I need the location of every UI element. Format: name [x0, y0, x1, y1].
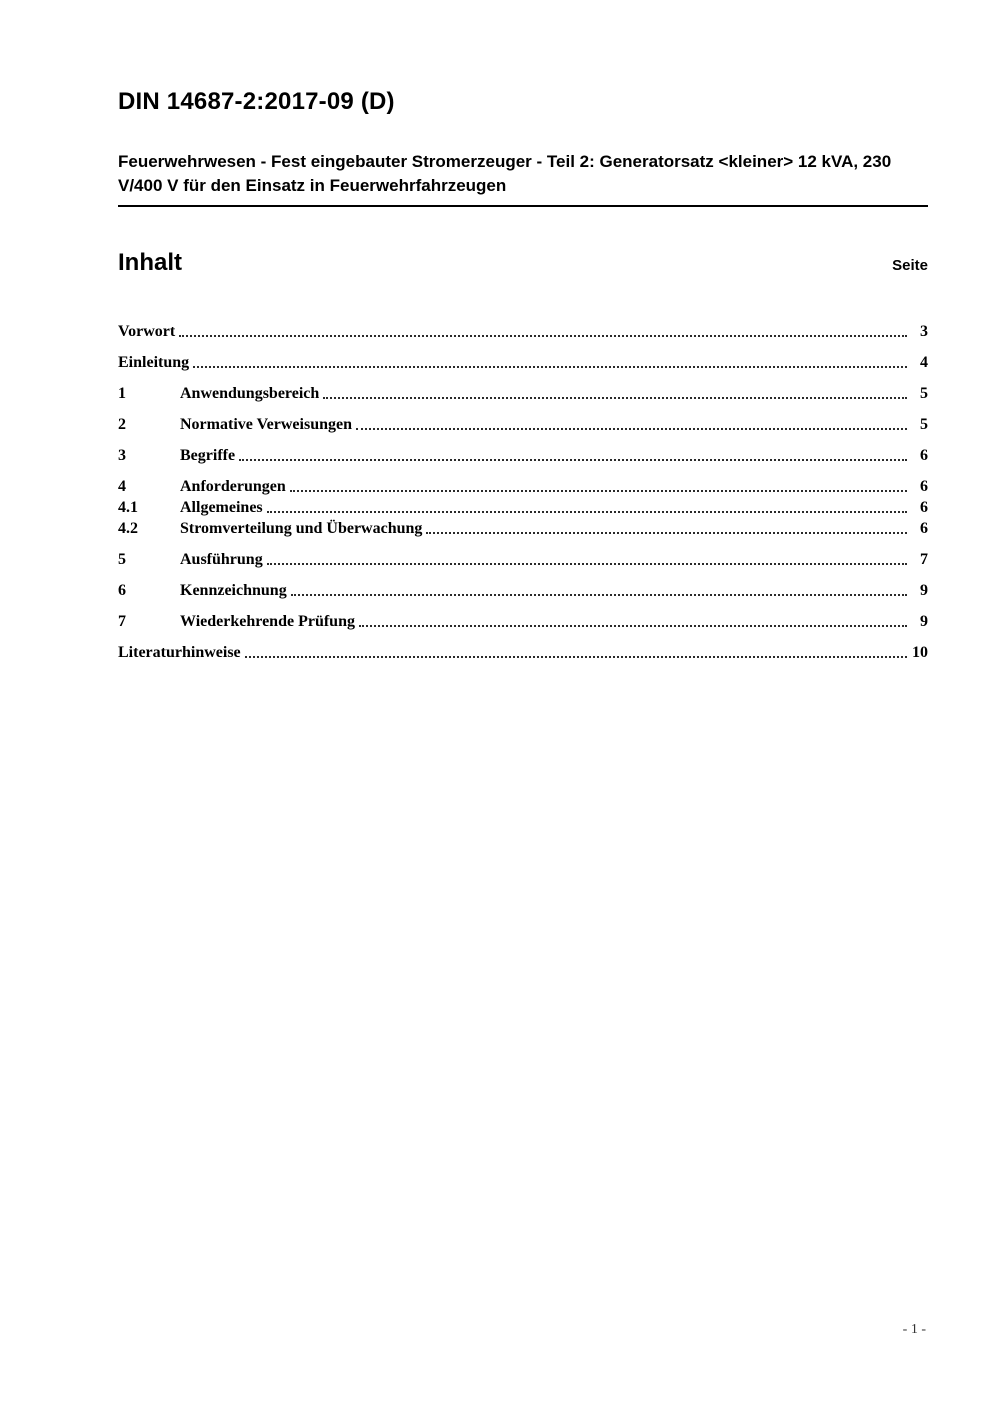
toc-dotted-leader [291, 594, 907, 596]
toc-dotted-leader [426, 532, 907, 534]
toc-entry-label: Kennzeichnung [180, 582, 287, 599]
toc-list [118, 321, 928, 663]
toc-entry[interactable] [118, 549, 928, 570]
toc-entry-page: 5 [920, 385, 928, 402]
toc-entry-number: 2 [118, 416, 126, 433]
toc-entry[interactable] [118, 642, 928, 663]
toc-dotted-leader [290, 490, 907, 492]
toc-entry-label: Anforderungen [180, 478, 286, 495]
toc-entry[interactable] [118, 383, 928, 404]
toc-entry-page: 10 [912, 644, 928, 661]
toc-dotted-leader [193, 366, 907, 368]
toc-entry-page: 7 [920, 551, 928, 568]
toc-entry-label: Stromverteilung und Überwachung [180, 520, 423, 537]
toc-entry[interactable] [118, 518, 928, 539]
toc-entry[interactable] [118, 414, 928, 435]
toc-entry-number: 7 [118, 613, 126, 630]
toc-dotted-leader [267, 511, 907, 513]
toc-entry-label: Allgemeines [180, 499, 263, 516]
toc-entry-label: Einleitung [118, 354, 190, 371]
toc-entry-page: 6 [920, 478, 928, 495]
toc-entry-label: Normative Verweisungen [180, 416, 352, 433]
toc-entry-number: 4 [118, 478, 126, 495]
toc-entry-number: 4.1 [118, 499, 138, 516]
toc-dotted-leader [356, 428, 907, 430]
toc-entry-label: Ausführung [180, 551, 263, 568]
toc-entry-label: Anwendungsbereich [180, 385, 320, 402]
toc-entry-page: 9 [920, 613, 928, 630]
toc-entry-label: Literaturhinweise [118, 644, 241, 661]
toc-entry-number: 5 [118, 551, 126, 568]
toc-entry[interactable] [118, 352, 928, 373]
toc-entry-page: 4 [920, 354, 928, 371]
toc-entry-page: 6 [920, 447, 928, 464]
document-number-title: DIN 14687-2:2017-09 (D) [118, 88, 395, 115]
toc-entry-page: 9 [920, 582, 928, 599]
toc-entry[interactable] [118, 580, 928, 601]
toc-entry-page: 5 [920, 416, 928, 433]
toc-entry-page: 6 [920, 520, 928, 537]
toc-page-column-label: Seite [892, 257, 928, 274]
toc-dotted-leader [239, 459, 907, 461]
toc-entry[interactable] [118, 611, 928, 632]
toc-entry[interactable] [118, 476, 928, 497]
toc-dotted-leader [267, 563, 907, 565]
toc-entry[interactable] [118, 497, 928, 518]
toc-entry-number: 1 [118, 385, 126, 402]
toc-dotted-leader [245, 656, 907, 658]
toc-header [118, 249, 928, 277]
toc-entry-number: 6 [118, 582, 126, 599]
toc-entry-label: Begriffe [180, 447, 236, 464]
toc-entry-page: 3 [920, 323, 928, 340]
toc-entry[interactable] [118, 321, 928, 342]
toc-dotted-leader [323, 397, 907, 399]
toc-dotted-leader [359, 625, 907, 627]
toc-entry[interactable] [118, 445, 928, 466]
page-content [118, 88, 928, 663]
toc-entry-number: 4.2 [118, 520, 138, 537]
toc-entry-page: 6 [920, 499, 928, 516]
toc-entry-label: Vorwort [118, 323, 176, 340]
document-subtitle: Feuerwehrwesen - Fest eingebauter Stromerzeuger - Teil 2: Generatorsatz <kleiner> 12 kVA, 230 V/400 V für den Einsatz in Feuerwehrfahrzeugen [118, 150, 928, 207]
footer-page-number: - 1 - [902, 1322, 926, 1337]
toc-entry-label: Wiederkehrende Prüfung [180, 613, 355, 630]
toc-dotted-leader [179, 335, 907, 337]
toc-heading: Inhalt [118, 249, 182, 276]
toc-entry-number: 3 [118, 447, 126, 464]
